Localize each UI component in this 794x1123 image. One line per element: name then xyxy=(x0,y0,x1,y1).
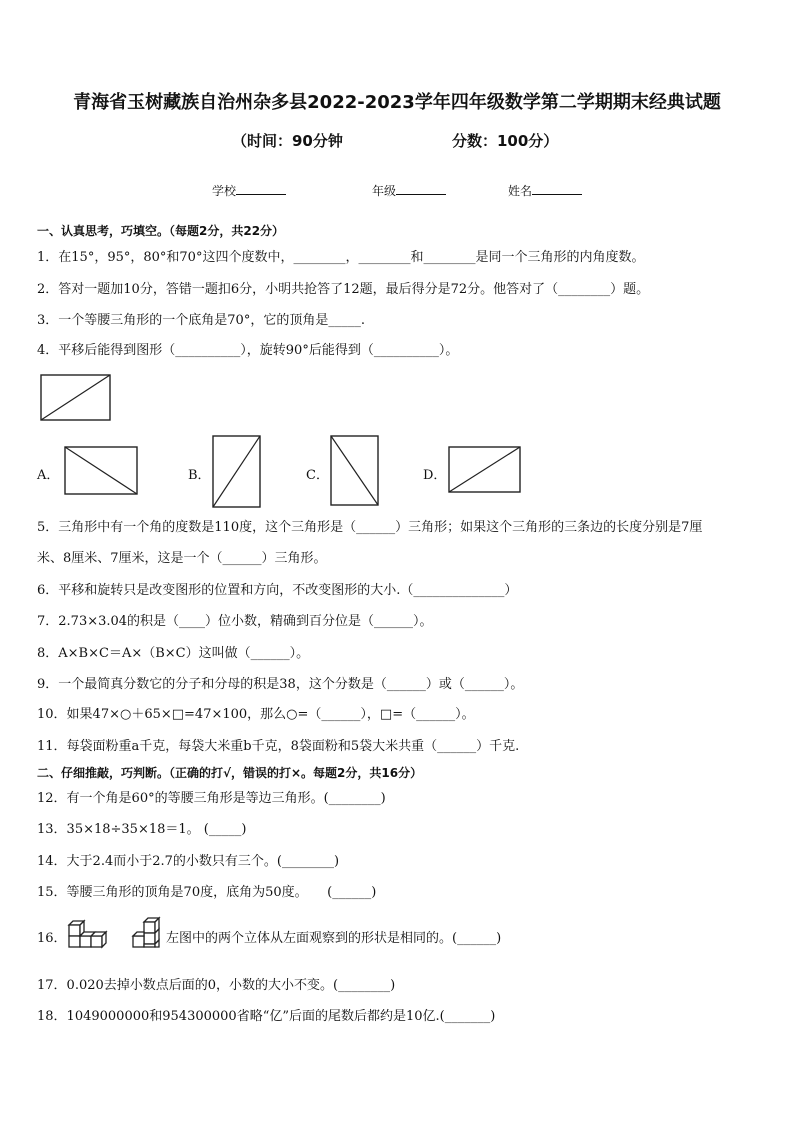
question-5-line-1: 5．三角形中有一个角的度数是110度，这个三角形是（______）三角形；如果这个三角形的三条边的长度分别是7厘 xyxy=(37,520,703,535)
exam-title: 青海省玉树藏族自治州杂多县2022-2023学年四年级数学第二学期期末经典试题 xyxy=(73,92,721,113)
exam-score: 分数：100分） xyxy=(452,132,559,150)
name-blank[interactable] xyxy=(532,182,582,195)
section-1-heading: 一、认真思考，巧填空。（每题2分，共22分） xyxy=(37,224,285,238)
section-2-heading: 二、仔细推敲，巧判断。（正确的打√，错误的打×。每题2分，共16分） xyxy=(37,766,423,780)
question-18: 18．1049000000和954300000省略“亿”后面的尾数后都约是10亿.(_______) xyxy=(37,1009,496,1024)
question-17: 17．0.020去掉小数点后面的0，小数的大小不变。(________) xyxy=(37,978,396,993)
school-label: 学校 xyxy=(212,184,237,198)
question-3: 3．一个等腰三角形的一个底角是70°，它的顶角是_____. xyxy=(37,313,365,328)
question-16: 左图中的两个立体从左面观察到的形状是相同的。(______) xyxy=(166,931,502,946)
school-blank[interactable] xyxy=(236,182,286,195)
question-12: 12．有一个角是60°的等腰三角形是等边三角形。(________) xyxy=(37,791,386,806)
option-a-label: A． xyxy=(37,468,60,483)
original-rectangle-figure xyxy=(40,374,112,422)
option-c-figure[interactable] xyxy=(330,435,380,507)
question-11: 11．每袋面粉重a千克，每袋大米重b千克，8袋面粉和5袋大米共重（______）千克. xyxy=(37,739,520,754)
option-c-label: C． xyxy=(306,468,329,483)
question-4: 4．平移后能得到图形（__________），旋转90°后能得到（__________）。 xyxy=(37,343,459,358)
cube-stack-left-figure xyxy=(66,919,110,955)
question-16-number: 16． xyxy=(37,931,67,946)
school-field[interactable] xyxy=(212,182,286,199)
grade-blank[interactable] xyxy=(396,182,446,195)
question-8: 8．A×B×C＝A×（B×C）这叫做（______）。 xyxy=(37,646,310,661)
name-field[interactable] xyxy=(508,182,582,199)
question-13: 13．35×18÷35×18＝1。 (_____) xyxy=(37,822,247,837)
question-10: 10．如果47×○＋65×□=47×100，那么○=（______），□=（______）。 xyxy=(37,707,475,722)
question-2: 2．答对一题加10分，答错一题扣6分，小明共抢答了12题，最后得分是72分。他答对了（________）题。 xyxy=(37,282,650,297)
question-6: 6．平移和旋转只是改变图形的位置和方向，不改变图形的大小.（______________） xyxy=(37,583,518,598)
option-b-label: B． xyxy=(188,468,211,483)
cube-stack-right-figure xyxy=(128,916,168,956)
question-15: 15．等腰三角形的顶角是70度，底角为50度。 (______) xyxy=(37,885,377,900)
option-a-figure[interactable] xyxy=(64,446,138,496)
grade-label: 年级 xyxy=(372,184,397,198)
question-14: 14．大于2.4而小于2.7的小数只有三个。(________) xyxy=(37,854,340,869)
grade-field[interactable] xyxy=(372,182,446,199)
option-d-label: D． xyxy=(423,468,447,483)
option-d-figure[interactable] xyxy=(448,446,522,494)
exam-time: （时间：90分钟 xyxy=(232,132,343,150)
question-9: 9．一个最简真分数它的分子和分母的积是38，这个分数是（______）或（______）。 xyxy=(37,677,524,692)
question-7: 7．2.73×3.04的积是（____）位小数，精确到百分位是（______）。 xyxy=(37,614,433,629)
question-5-line-2: 米、8厘米、7厘米，这是一个（______）三角形。 xyxy=(37,551,327,566)
name-label: 姓名 xyxy=(508,184,533,198)
option-b-figure[interactable] xyxy=(212,435,262,509)
question-1: 1．在15°，95°，80°和70°这四个度数中，________，________和________是同一个三角形的内角度数。 xyxy=(37,250,645,265)
